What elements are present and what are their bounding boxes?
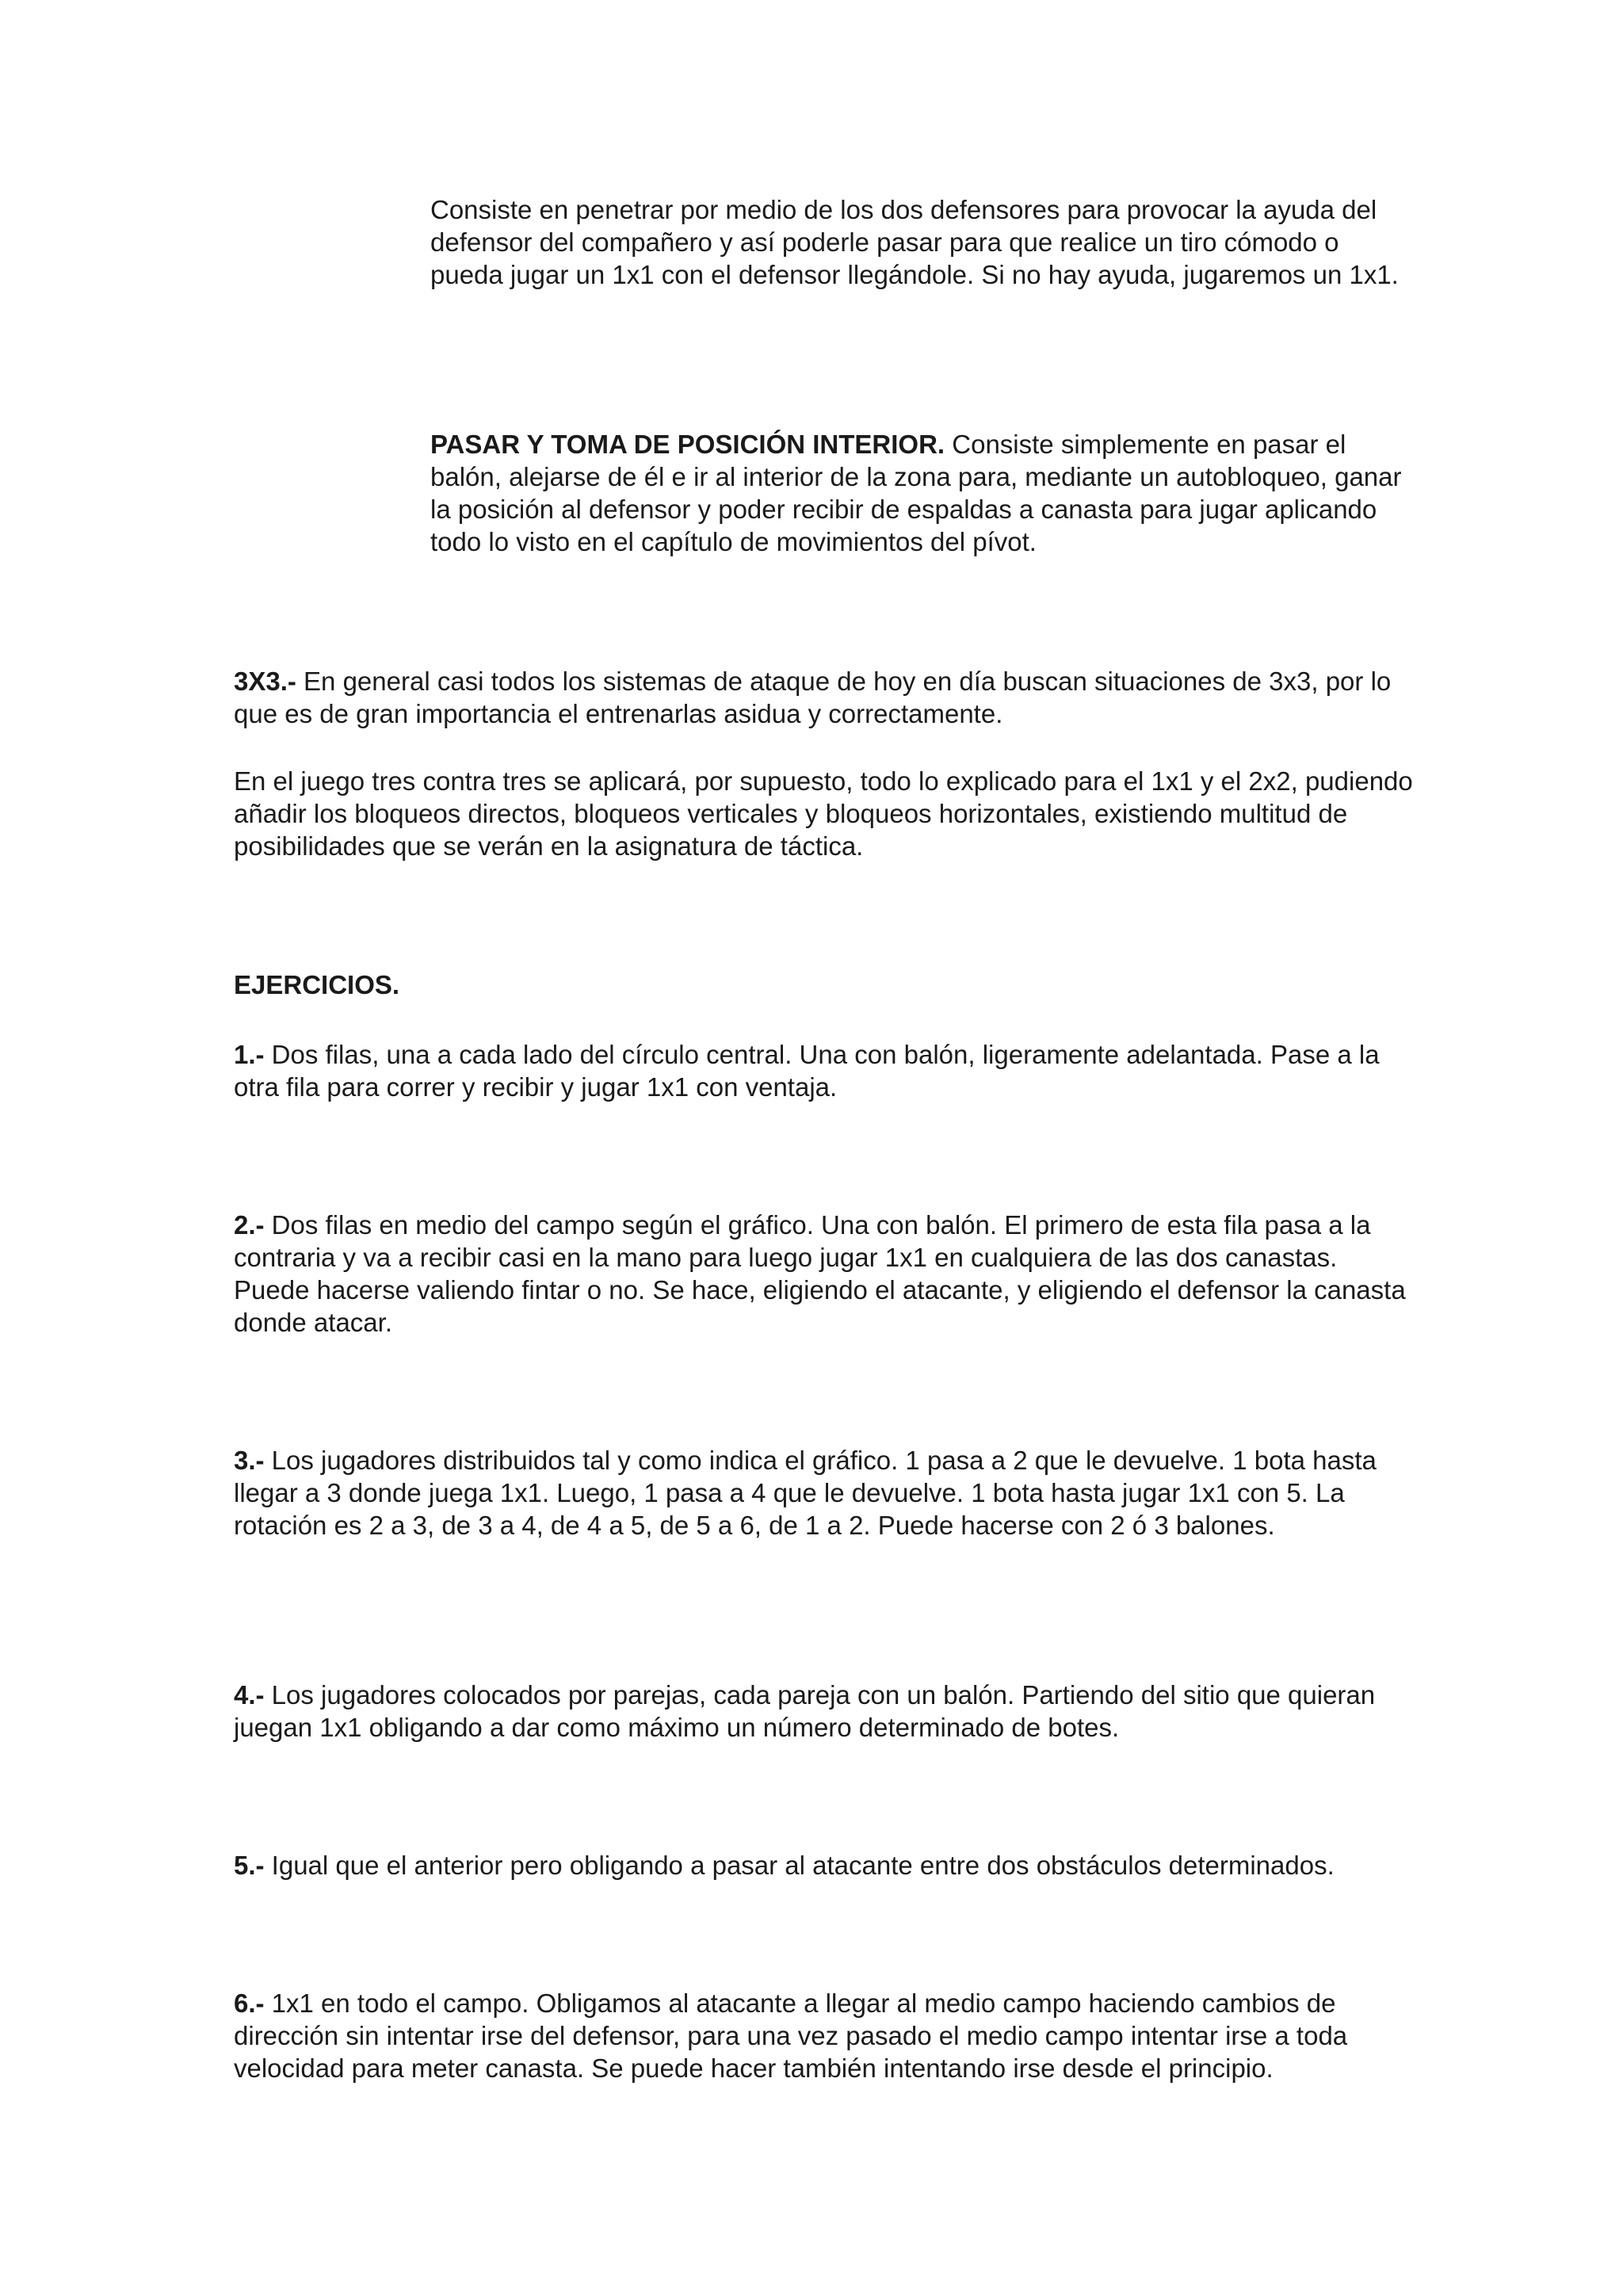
three-paragraph-2	[234, 765, 1415, 862]
exercises-heading-paragraph	[234, 968, 1415, 1001]
exercise-text: 1x1 en todo el campo. Obligamos al atacante a llegar al medio campo haciendo cambios de dirección sin intentar irse del defensor, para una vez pasado el medio campo intentar irse a toda velocidad para meter canasta. Se puede hacer también intentando irse desde el principio.	[234, 1988, 1348, 2083]
exercise-text: Los jugadores colocados por parejas, cada pareja con un balón. Partiendo del sitio que quieran juegan 1x1 obligando a dar como máximo un número determinado de botes.	[234, 1680, 1376, 1742]
three-heading: 3X3.-	[234, 667, 296, 696]
exercise-item	[234, 1849, 1415, 1881]
exercise-text: Igual que el anterior pero obligando a pasar al atacante entre dos obstáculos determinados.	[264, 1851, 1335, 1880]
exercise-text: Dos filas, una a cada lado del círculo central. Una con balón, ligeramente adelantada. Pase a la otra fila para correr y recibir y jugar 1x1 con ventaja.	[234, 1040, 1380, 1102]
exercise-number: 3.-	[234, 1446, 265, 1475]
three-text-2: En el juego tres contra tres se aplicará, por supuesto, todo lo explicado para el 1x1 y el 2x2, pudiendo añadir los bloqueos directos, bloqueos verticales y bloqueos horizontales, existiendo multitud de posibilidades que se verán en la asignatura de táctica.	[234, 766, 1413, 861]
pasar-paragraph	[430, 428, 1413, 558]
exercise-text: Los jugadores distribuidos tal y como indica el gráfico. 1 pasa a 2 que le devuelve. 1 bota hasta llegar a 3 donde juega 1x1. Luego, 1 pasa a 4 que le devuelve. 1 bota hasta jugar 1x1 con 5. La rotación es 2 a 3, de 3 a 4, de 4 a 5, de 5 a 6, de 1 a 2. Puede hacerse con 2 ó 3 balones.	[234, 1446, 1377, 1540]
exercise-number: 2.-	[234, 1210, 265, 1240]
exercise-number: 5.-	[234, 1851, 265, 1880]
exercise-item	[234, 1444, 1415, 1541]
exercise-item	[234, 1038, 1415, 1103]
exercise-item	[234, 1679, 1415, 1744]
exercises-heading: EJERCICIOS.	[234, 970, 400, 999]
exercise-item	[234, 1987, 1415, 2084]
pasar-heading: PASAR Y TOMA DE POSICIÓN INTERIOR.	[430, 430, 945, 459]
exercise-number: 6.-	[234, 1988, 265, 2018]
intro-paragraph	[430, 193, 1413, 291]
exercise-number: 1.-	[234, 1040, 265, 1069]
three-paragraph	[234, 665, 1415, 730]
exercise-item	[234, 1209, 1415, 1339]
exercise-text: Dos filas en medio del campo según el gráfico. Una con balón. El primero de esta fila pasa a la contraria y va a recibir casi en la mano para luego jugar 1x1 en cualquiera de las dos canastas. Puede hacerse valiendo fintar o no. Se hace, eligiendo el atacante, y eligiendo el defensor la canasta donde atacar.	[234, 1210, 1406, 1337]
pasar-text: Consiste simplemente en pasar el balón, alejarse de él e ir al interior de la zona para, mediante un autobloqueo, ganar la posición al defensor y poder recibir de espaldas a canasta para jugar aplicando todo lo visto en el capítulo de movimientos del pívot.	[430, 430, 1402, 556]
exercise-number: 4.-	[234, 1680, 265, 1710]
intro-text: Consiste en penetrar por medio de los dos defensores para provocar la ayuda del defensor del compañero y así poderle pasar para que realice un tiro cómodo o pueda jugar un 1x1 con el defensor llegándole. Si no hay ayuda, jugaremos un 1x1.	[430, 195, 1399, 289]
three-text: En general casi todos los sistemas de ataque de hoy en día buscan situaciones de 3x3, por lo que es de gran importancia el entrenarlas asidua y correctamente.	[234, 667, 1392, 728]
